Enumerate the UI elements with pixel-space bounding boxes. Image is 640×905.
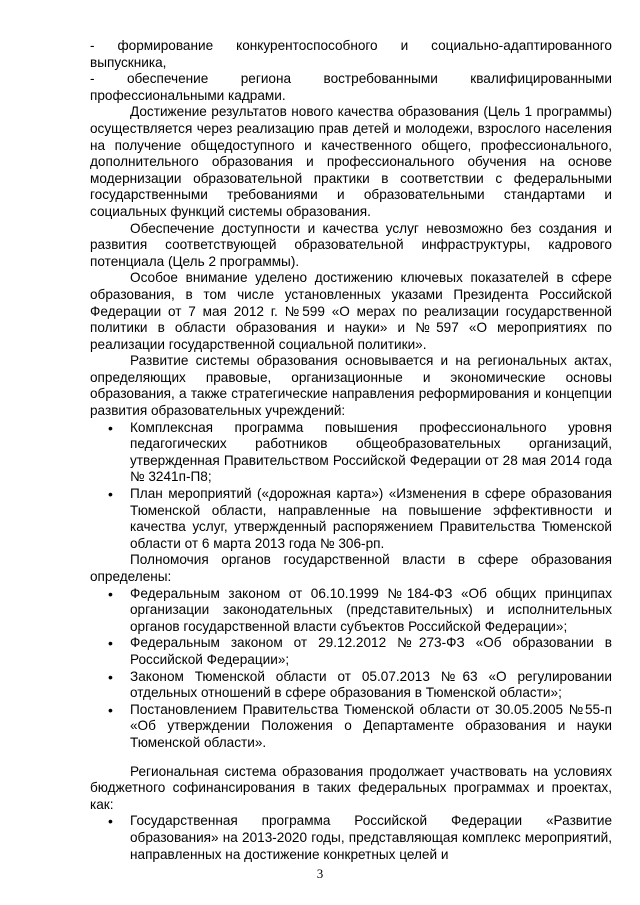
list-item: • Постановлением Правительства Тюменской области от 30.05.2005 №55-п «Об утверждении Положения о Департаменте образования и науки Тюменской области». xyxy=(90,702,612,752)
paragraph: Особое внимание уделено достижению ключевых показателей в сфере образования, в том числе установленных указами Президента Российской Федерации от 7 мая 2012 г. №599 «О мерах по реализации государственной политики в области образования и науки» и №597 «О мероприятиях по реализации государственной социальной политики». xyxy=(90,270,612,352)
list-item: • Комплексная программа повышения профессионального уровня педагогических работников общеобразовательных организаций, утвержденная Правительством Российской Федерации от 28 мая 2014 года № 3241п-П8; xyxy=(90,420,612,486)
bullet-list xyxy=(90,586,612,752)
dash-item: - обеспечение региона востребованными квалифицированными профессиональными кадрами. xyxy=(90,71,612,103)
paragraph: Обеспечение доступности и качества услуг невозможно без создания и развития соответствующей образовательной инфраструктуры, кадрового потенциала (Цель 2 программы). xyxy=(90,220,612,269)
list-item: • Государственная программа Российской Федерации «Развитие образования» на 2013-2020 годы, представляющая комплекс мероприятий, направленных на достижение конкретных целей и xyxy=(90,813,612,863)
list-item: • План мероприятий («дорожная карта») «Изменения в сфере образования Тюменской области, направленные на повышение эффективности и качества услуг, утвержденный распоряжением Правительства Тюменской области от 6 марта 2013 года № 306-рп. xyxy=(90,486,612,552)
list-item: • Законом Тюменской области от 05.07.2013 №63 «О регулировании отдельных отношений в сфере образования в Тюменской области»; xyxy=(90,669,612,702)
paragraph: Развитие системы образования основывается и на региональных актах, определяющих правовые, организационные и экономические основы образования, а также стратегические направления реформирования и концепции развития образовательных учреждений: xyxy=(90,353,612,419)
paragraph: Полномочия органов государственной власти в сфере образования определены: xyxy=(90,552,612,584)
page-number: 3 xyxy=(316,866,324,881)
bullet-list xyxy=(90,420,612,553)
paragraph: Региональная система образования продолжает участвовать на условиях бюджетного софинансирования в таких федеральных программах и проектах, как: xyxy=(90,763,612,812)
list-item: • Федеральным законом от 29.12.2012 №273-ФЗ «Об образовании в Российской Федерации»; xyxy=(90,635,612,668)
paragraph: Достижение результатов нового качества образования (Цель 1 программы) осуществляется через реализацию прав детей и молодежи, взрослого населения на получение общедоступного и качественного общего, профессионального, дополнительного образования и профессионального обучения на основе модернизации образовательной практики в соответствии с федеральными государственными требованиями и образовательными стандартами и социальных функций системы образования. xyxy=(90,104,612,219)
list-item: • Федеральным законом от 06.10.1999 №184-ФЗ «Об общих принципах организации законодательных (представительных) и исполнительных органов государственной власти субъектов Российской Федерации»; xyxy=(90,586,612,636)
dash-item: - формирование конкурентоспособного и социально-адаптированного выпускника, xyxy=(90,38,612,70)
spacer xyxy=(90,752,612,764)
bullet-list xyxy=(90,813,612,863)
